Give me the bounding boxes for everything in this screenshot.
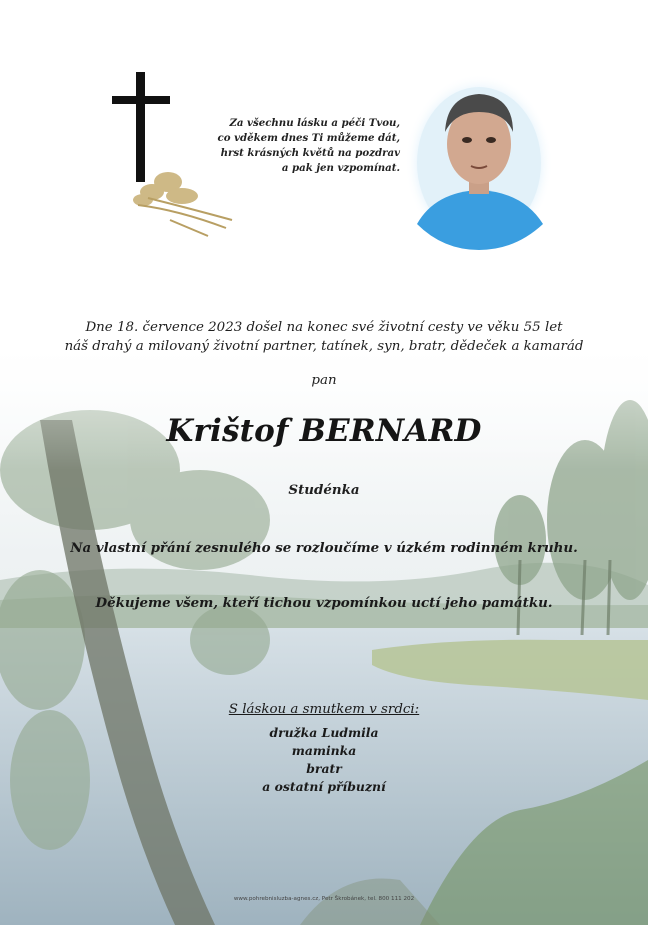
- funeral-service-footer: www.pohrebnisluzba-agnes.cz, Petr Škrobánek, tel. 800 111 202: [233, 896, 415, 902]
- mourner-name: bratr: [306, 761, 342, 776]
- thanks-note: Děkujeme všem, kteří tichou vzpomínkou uctí jeho památku.: [95, 595, 553, 611]
- poem-line: co vděkem dnes Ti můžeme dát,: [217, 132, 400, 144]
- mourner-name: maminka: [291, 743, 357, 758]
- mourners-list: [0, 724, 648, 796]
- portrait-photo: [405, 74, 553, 252]
- residence-place: Studénka: [288, 482, 360, 498]
- mourner-name: družka Ludmila: [269, 725, 379, 740]
- farewell-note: Na vlastní přání zesnulého se rozloučíme v úzkém rodinném kruhu.: [70, 540, 578, 556]
- memorial-poem: [208, 116, 400, 176]
- salutation: pan: [311, 373, 337, 388]
- poem-line: a pak jen vzpomínat.: [281, 162, 400, 174]
- poem-line: Za všechnu lásku a péči Tvou,: [229, 117, 400, 129]
- death-announcement: [20, 318, 628, 356]
- announcement-line: Dne 18. července 2023 došel na konec své životní cesty ve věku 55 let: [85, 320, 563, 335]
- mourners-heading: S láskou a smutkem v srdci:: [228, 702, 420, 717]
- announcement-line: náš drahý a milovaný životní partner, tatínek, syn, bratr, dědeček a kamarád: [64, 339, 584, 354]
- poem-line: hrst krásných květů na pozdrav: [220, 147, 400, 159]
- deceased-name: Krištof BERNARD: [166, 413, 482, 449]
- mourner-name: a ostatní příbuzní: [262, 779, 386, 794]
